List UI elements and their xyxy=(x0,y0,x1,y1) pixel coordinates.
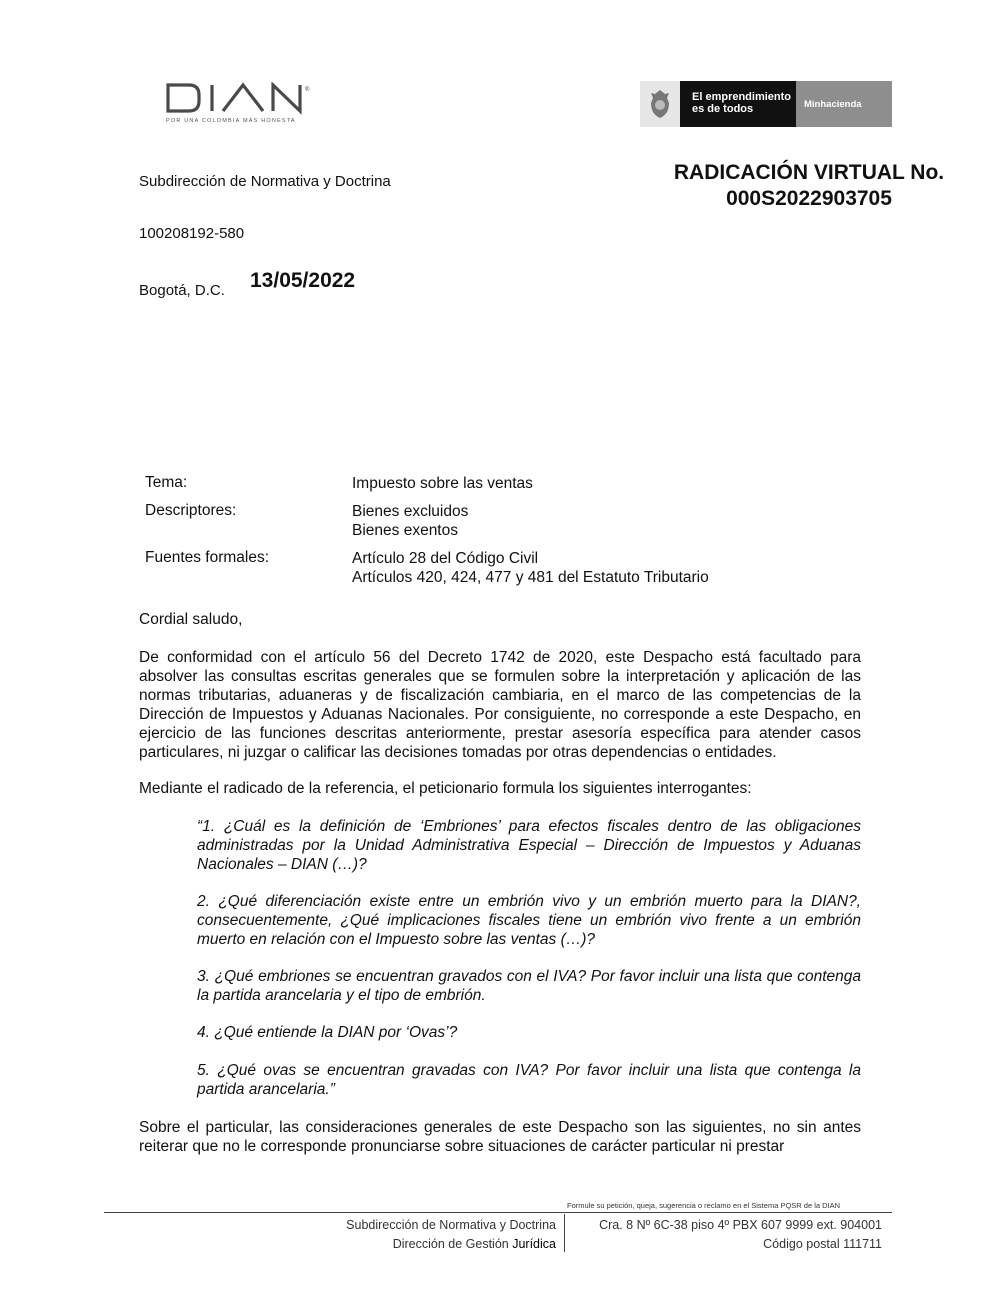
government-logo xyxy=(640,81,892,127)
question-5: 5. ¿Qué ovas se encuentran gravadas con IVA? Por favor incluir una lista que contenga la partida arancelaria.” xyxy=(197,1062,861,1098)
footer-office-line1: Subdirección de Normativa y Doctrina xyxy=(346,1218,556,1232)
question-4: 4. ¿Qué entiende la DIAN por ‘Ovas’? xyxy=(197,1024,458,1041)
greeting: Cordial saludo, xyxy=(139,611,243,628)
paragraph-1: De conformidad con el artículo 56 del Decreto 1742 de 2020, este Despacho está facultado para absolver las consultas escritas generales que se formulen sobre la interpretación y aplicación de las normas tributarias, aduaneras y de fiscalización cambiaria, en el marco de las competencias de la Dirección de Impuestos y Aduanas Nacionales. Por consiguiente, no corresponde a este Despacho, en ejercicio de las funciones descritas anteriormente, prestar asesoría específica para atender casos particulares, ni juzgar o calificar las decisiones tomadas por otras dependencias o entidades. xyxy=(139,649,861,761)
footer-office-line2 xyxy=(200,1235,556,1254)
radicacion-number xyxy=(650,160,968,212)
descriptores-label: Descriptores: xyxy=(145,502,237,519)
descriptor-item: Bienes exentos xyxy=(352,522,458,539)
question-2: 2. ¿Qué diferenciación existe entre un embrión vivo y un embrión muerto para la DIAN?, consecuentemente, ¿Qué implicaciones fiscales tiene un embrión vivo frente a un embrión muerto en relación con el Impuesto sobre las ventas (…)? xyxy=(197,893,861,948)
colombia-seal-icon xyxy=(640,81,680,127)
fuentes-label: Fuentes formales: xyxy=(145,549,270,566)
ministry-name: Minhacienda xyxy=(796,81,892,127)
dian-tagline: POR UNA COLOMBIA MÁS HONESTA xyxy=(166,118,296,124)
descriptor-item: Bienes excluidos xyxy=(352,503,469,520)
tema-label: Tema: xyxy=(145,474,188,491)
gov-slogan xyxy=(680,81,796,127)
office-name: Subdirección de Normativa y Doctrina xyxy=(139,173,391,190)
fuente-item: Artículos 420, 424, 477 y 481 del Estatuto Tributario xyxy=(352,569,709,586)
svg-text:®: ® xyxy=(305,87,310,93)
footer-pqsr-note: Formule su petición, queja, sugerencia o reclamo en el Sistema PQSR de la DIAN xyxy=(567,1201,841,1210)
gov-slogan-line2: es de todos xyxy=(692,103,754,115)
city: Bogotá, D.C. xyxy=(139,282,225,299)
question-1: “1. ¿Cuál es la definición de ‘Embriones’ para efectos fiscales dentro de las obligaciones administradas por la Unidad Administrativa Especial – Dirección de Impuestos y Aduanas Nacionales – DIAN (…)? xyxy=(197,818,861,873)
footer-divider xyxy=(104,1212,892,1213)
radicacion-line2: 000S2022903705 xyxy=(726,187,892,210)
descriptores-values xyxy=(352,502,468,540)
paragraph-3: Sobre el particular, las consideraciones generales de este Despacho son las siguientes, no sin antes reiterar que no le corresponde pronunciarse sobre situaciones de carácter particular ni prestar xyxy=(139,1119,861,1155)
footer-office-line2a: Dirección de Gestión xyxy=(392,1237,513,1251)
fuentes-values xyxy=(352,549,709,587)
reference-number: 100208192-580 xyxy=(139,225,245,242)
dian-logo-mark xyxy=(165,82,325,116)
tema-value: Impuesto sobre las ventas xyxy=(352,475,533,492)
footer-address-line2: Código postal 111711 xyxy=(763,1237,882,1251)
question-3: 3. ¿Qué embriones se encuentran gravados con el IVA? Por favor incluir una lista que contenga la partida arancelaria y el tipo de embrión. xyxy=(197,968,861,1004)
radicacion-line1: RADICACIÓN VIRTUAL No. xyxy=(673,161,945,184)
footer-vertical-divider xyxy=(564,1214,565,1252)
fuente-item: Artículo 28 del Código Civil xyxy=(352,550,539,567)
paragraph-2: Mediante el radicado de la referencia, el peticionario formula los siguientes interrogantes: xyxy=(139,780,752,797)
footer-office xyxy=(200,1216,556,1254)
footer-address xyxy=(570,1216,882,1254)
gov-slogan-line1: El emprendimiento xyxy=(692,91,792,103)
footer-office-line2b: Jurídica xyxy=(512,1237,556,1251)
document-date: 13/05/2022 xyxy=(250,269,356,292)
footer-address-line1: Cra. 8 Nº 6C-38 piso 4º PBX 607 9999 ext. 904001 xyxy=(599,1218,882,1232)
